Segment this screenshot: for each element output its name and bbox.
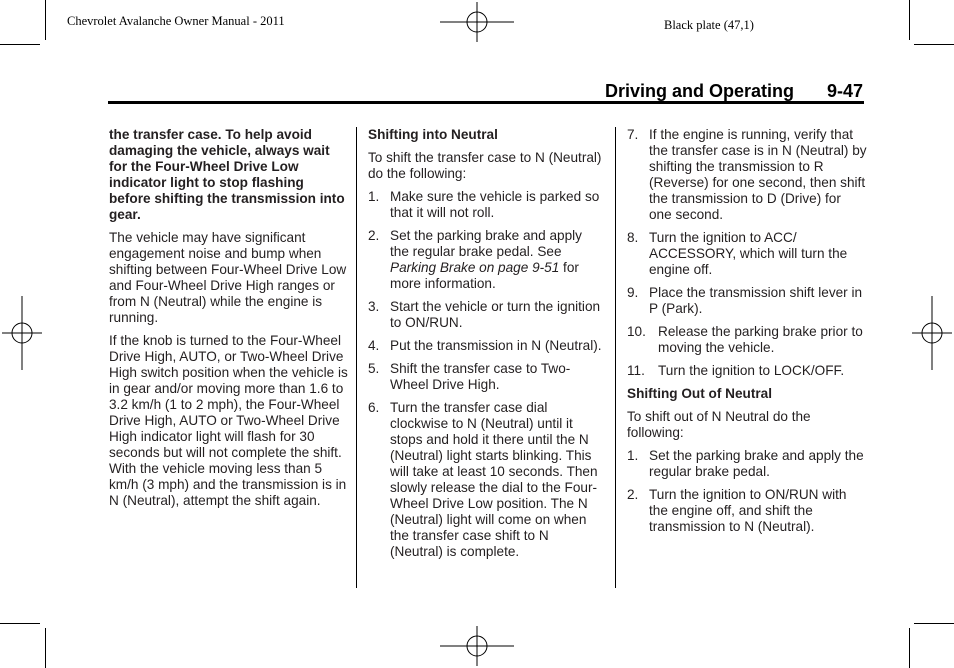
list-item (368, 400, 604, 560)
list-item (627, 285, 867, 317)
steps-into-neutral-continued (627, 127, 867, 379)
list-item (627, 230, 867, 278)
step-number: 7. (627, 127, 639, 142)
crop-mark-bottom-left-vertical (45, 628, 46, 668)
list-item (627, 324, 867, 356)
black-plate: Black plate (47,1) (664, 18, 754, 32)
crop-mark-bottom-left-horizontal (0, 623, 40, 624)
crop-mark-top-right-horizontal (914, 44, 954, 45)
registration-mark-top-icon (440, 2, 514, 42)
list-item (368, 299, 604, 331)
warning-continuation: the transfer case. To help avoid damaging the vehicle, always wait for the Four-Wheel Drive Low indicator light to stop flashing before shifting the transmission into gear. (109, 127, 345, 222)
crop-mark-top-left-vertical (45, 0, 46, 40)
step-number: 1. (627, 448, 639, 463)
step-number: 2. (368, 228, 380, 243)
steps-out-of-neutral (627, 448, 867, 535)
step-text: Turn the ignition to LOCK/OFF. (658, 363, 845, 378)
step-text: Make sure the vehicle is parked so that it will not roll. (390, 189, 600, 220)
list-item (627, 127, 867, 223)
step-text: Release the parking brake prior to moving the vehicle. (658, 324, 863, 355)
step-number: 2. (627, 487, 639, 502)
list-item (368, 189, 604, 221)
step-text: Shift the transfer case to Two-Wheel Drive High. (390, 361, 571, 392)
registration-mark-right-icon (912, 296, 952, 370)
crop-mark-top-right-vertical (909, 0, 910, 40)
column-separator-2 (615, 127, 616, 588)
step-number: 5. (368, 361, 380, 376)
list-item (368, 228, 604, 292)
step-text: Start the vehicle or turn the ignition to ON/RUN. (390, 299, 601, 330)
list-item (368, 361, 604, 393)
header-rule (108, 101, 864, 104)
registration-mark-bottom-icon (440, 626, 514, 666)
step-number: 9. (627, 285, 639, 300)
column-1 (109, 127, 349, 516)
steps-into-neutral (368, 189, 604, 560)
manual-name: Chevrolet Avalanche Owner Manual - 2011 (67, 14, 285, 28)
step-text: Place the transmission shift lever in P (Park). (649, 285, 863, 316)
intro-shift-out-of-neutral: To shift out of N Neutral do the following: (627, 409, 811, 440)
column-separator-1 (356, 127, 357, 588)
list-item (627, 487, 867, 535)
step-text: Turn the transfer case dial clockwise to N (Neutral) until it stops and hold it there until the N (Neutral) light starts blinking. This will take at least 10 seconds. Then slowly release the dial to the Four-Wheel Drive Low position. The N (Neutral) light will come on when the transfer case shift to N (Neutral) is complete. (390, 400, 598, 559)
paragraph-engagement-noise: The vehicle may have significant engagement noise and bump when shifting between Four-Wheel Drive Low and Four-Wheel Drive High ranges or from N (Neutral) while the engine is running. (109, 230, 347, 325)
parking-brake-link[interactable]: Parking Brake on page 9-51 (390, 260, 560, 275)
crop-mark-top-left-horizontal (0, 44, 40, 45)
step-number: 8. (627, 230, 639, 245)
step-text-post: for more information. (390, 260, 579, 291)
paragraph-knob-turned: If the knob is turned to the Four-Wheel Drive High, AUTO, or Two-Wheel Drive High switch position when the vehicle is in gear and/or moving more than 1.6 to 3.2 km/h (1 to 2 mph), the Four-Wheel Drive High, AUTO or Two-Wheel Drive High indicator light will flash for 30 seconds but will not complete the shift. With the vehicle moving less than 5 km/h (3 mph) and the transmission is in N (Neutral), attempt the shift again. (109, 333, 348, 508)
column-3 (627, 127, 867, 542)
step-number: 10. (627, 324, 646, 339)
crop-mark-bottom-right-horizontal (914, 623, 954, 624)
step-text: Turn the ignition to ON/RUN with the engine off, and shift the transmission to N (Neutral). (649, 487, 847, 534)
step-number: 6. (368, 400, 380, 415)
step-text: Set the parking brake and apply the regular brake pedal. (649, 448, 864, 479)
intro-shift-to-neutral: To shift the transfer case to N (Neutral) do the following: (368, 150, 602, 181)
step-number: 1. (368, 189, 380, 204)
column-2 (368, 127, 604, 567)
list-item (368, 338, 604, 354)
list-item (627, 363, 867, 379)
registration-mark-left-icon (2, 296, 42, 370)
step-number: 11. (627, 363, 645, 378)
list-item (627, 448, 867, 480)
step-text: If the engine is running, verify that the transfer case is in N (Neutral) by shifting the transmission to R (Reverse) for one second, then shift the transmission to D (Drive) for one second. (649, 127, 867, 222)
step-number: 3. (368, 299, 380, 314)
step-text (368, 228, 604, 292)
heading-shifting-into-neutral: Shifting into Neutral (368, 127, 498, 142)
section-title: Driving and Operating (604, 81, 794, 101)
step-text-pre: Set the parking brake and apply the regular brake pedal. See (390, 228, 582, 259)
step-text: Put the transmission in N (Neutral). (390, 338, 602, 353)
page-number: 9-47 (827, 81, 864, 101)
step-number: 4. (368, 338, 380, 353)
heading-shifting-out-of-neutral: Shifting Out of Neutral (627, 386, 772, 401)
crop-mark-bottom-right-vertical (909, 628, 910, 668)
step-text: Turn the ignition to ACC/ ACCESSORY, which will turn the engine off. (649, 230, 848, 277)
